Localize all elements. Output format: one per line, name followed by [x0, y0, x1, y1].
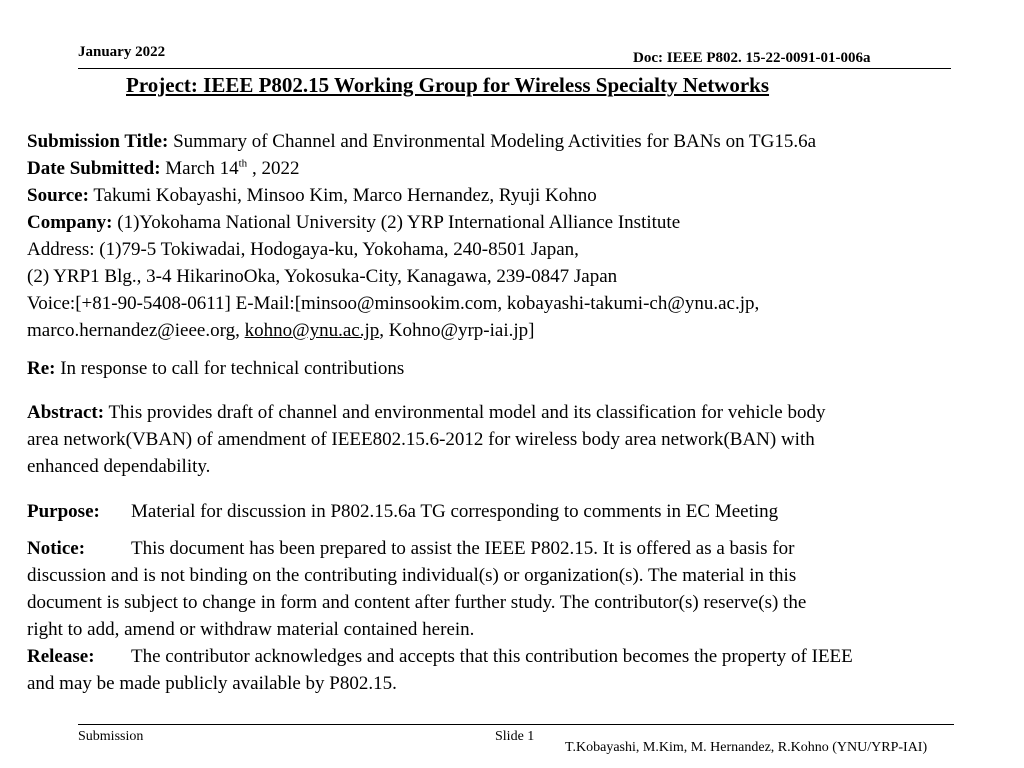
notice-line-1: This document has been prepared to assist the IEEE P802.15. It is offered as a basis for	[131, 538, 795, 559]
purpose-value: Material for discussion in P802.15.6a TG corresponding to comments in EC Meeting	[131, 501, 779, 522]
abstract-line-2: area network(VBAN) of amendment of IEEE802.15.6-2012 for wireless body area network(BAN) with	[27, 429, 815, 450]
re-label: Re:	[27, 358, 56, 379]
header-doc-id: Doc: IEEE P802. 15-22-0091-01-006a	[633, 50, 871, 66]
source-label: Source:	[27, 185, 89, 206]
submission-title-line	[27, 128, 1007, 155]
notice-line-3: document is subject to change in form and content after further study. The contributor(s) reserve(s) the	[27, 592, 807, 613]
email-line	[27, 317, 1007, 344]
date-ordinal-suffix: th	[238, 157, 248, 170]
submission-title-label: Submission Title:	[27, 131, 169, 152]
release-line-1-row	[27, 643, 1007, 670]
company-line	[27, 209, 1007, 236]
date-submitted-year: , 2022	[247, 158, 300, 179]
footer-submission: Submission	[78, 729, 144, 744]
footer-divider	[78, 724, 954, 725]
header-date: January 2022	[78, 44, 166, 60]
email-text-post: , Kohno@yrp-iai.jp]	[379, 320, 535, 341]
footer-slide-number: Slide 1	[495, 729, 535, 744]
submission-block	[27, 128, 1007, 344]
voice-email-line: Voice:[+81-90-5408-0611] E-Mail:[minsoo@minsookim.com, kobayashi-takumi-ch@ynu.ac.jp,	[27, 293, 760, 314]
re-value: In response to call for technical contributions	[55, 358, 405, 379]
email-text-pre: marco.hernandez@ieee.org,	[27, 320, 245, 341]
abstract-line-3: enhanced dependability.	[27, 456, 211, 477]
submission-title-value: Summary of Channel and Environmental Modeling Activities for BANs on TG15.6a	[168, 131, 816, 152]
purpose-block	[27, 498, 1007, 525]
footer-authors: T.Kobayashi, M.Kim, M. Hernandez, R.Kohno (YNU/YRP-IAI)	[565, 740, 928, 755]
abstract-line-1: This provides draft of channel and environmental model and its classification for vehicle body	[104, 402, 826, 423]
date-submitted-line	[27, 155, 1007, 182]
date-submitted-value: March 14	[160, 158, 239, 179]
abstract-label: Abstract:	[27, 402, 105, 423]
header-divider	[78, 68, 951, 69]
re-block	[27, 355, 1007, 382]
notice-block	[27, 535, 1007, 697]
company-value: (1)Yokohama National University (2) YRP International Alliance Institute	[112, 212, 681, 233]
notice-line-4: right to add, amend or withdraw material contained herein.	[27, 619, 475, 640]
notice-label: Notice:	[27, 538, 86, 559]
company-label: Company:	[27, 212, 113, 233]
kohno-email-link[interactable]: kohno@ynu.ac.jp	[244, 320, 380, 341]
date-submitted-label: Date Submitted:	[27, 158, 161, 179]
address-line-2: (2) YRP1 Blg., 3-4 HikarinoOka, Yokosuka-City, Kanagawa, 239-0847 Japan	[27, 266, 618, 287]
purpose-label: Purpose:	[27, 501, 100, 522]
source-line	[27, 182, 1007, 209]
source-value: Takumi Kobayashi, Minsoo Kim, Marco Hernandez, Ryuji Kohno	[88, 185, 597, 206]
release-label: Release:	[27, 646, 95, 667]
project-title: Project: IEEE P802.15 Working Group for Wireless Specialty Networks	[126, 73, 770, 97]
notice-line-2: discussion and is not binding on the contributing individual(s) or organization(s). The material in this	[27, 565, 797, 586]
release-line-1: The contributor acknowledges and accepts that this contribution becomes the property of IEEE	[131, 646, 853, 667]
abstract-block	[27, 399, 1007, 480]
release-line-2: and may be made publicly available by P802.15.	[27, 673, 397, 694]
address-line-1: Address: (1)79-5 Tokiwadai, Hodogaya-ku, Yokohama, 240-8501 Japan,	[27, 239, 579, 260]
